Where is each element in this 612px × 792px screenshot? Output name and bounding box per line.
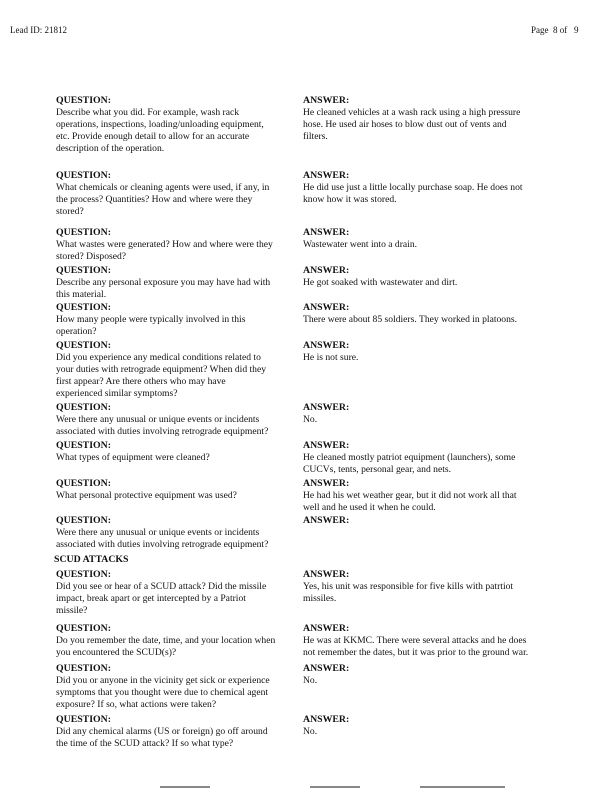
answer-block xyxy=(303,440,515,476)
answer-block xyxy=(303,302,517,326)
question-label: QUESTION: xyxy=(56,340,111,351)
answer-label: ANSWER: xyxy=(303,478,350,489)
answer-text: He had his wet weather gear, but it did not work all that xyxy=(303,490,517,501)
answer-text: He cleaned vehicles at a wash rack using a high pressure xyxy=(303,107,521,118)
answer-block xyxy=(303,478,517,514)
question-text: experienced similar symptoms? xyxy=(56,388,178,399)
question-block xyxy=(56,714,268,750)
question-text: your duties with retrograde equipment? When did they xyxy=(56,364,267,375)
answer-label: ANSWER: xyxy=(303,515,350,526)
answer-label: ANSWER: xyxy=(303,663,350,674)
answer-block xyxy=(303,623,528,659)
answer-text: He got soaked with wastewater and dirt. xyxy=(303,277,458,288)
question-block xyxy=(56,478,237,502)
question-block xyxy=(56,170,269,218)
answer-label: ANSWER: xyxy=(303,440,350,451)
question-text: Were there any unusual or unique events or incidents xyxy=(56,414,260,425)
answer-text: Wastewater went into a drain. xyxy=(303,239,418,250)
question-text: operation? xyxy=(56,326,97,337)
answer-text: No. xyxy=(303,414,318,425)
question-text: operations, inspections, loading/unloading equipment, xyxy=(56,119,264,130)
question-text: stored? xyxy=(56,206,84,217)
question-text: What chemicals or cleaning agents were used, if any, in xyxy=(56,182,270,193)
question-text: How many people were typically involved in this xyxy=(56,314,246,325)
answer-block xyxy=(303,170,523,206)
question-text: exposure? If so, what actions were taken? xyxy=(56,699,217,710)
answer-label: ANSWER: xyxy=(303,265,350,276)
answer-label: ANSWER: xyxy=(303,227,350,238)
question-text: Did you see or hear of a SCUD attack? Did the missile xyxy=(56,581,267,592)
question-label: QUESTION: xyxy=(56,663,111,674)
answer-block xyxy=(303,340,358,364)
question-text: Did you or anyone in the vicinity get sick or experience xyxy=(56,675,270,686)
question-text: the time of the SCUD attack? If so what type? xyxy=(56,738,234,749)
answer-block xyxy=(303,663,349,687)
question-block xyxy=(56,302,245,338)
question-text: the process? Quantities? How and where were they xyxy=(56,194,253,205)
question-label: QUESTION: xyxy=(56,714,111,725)
question-text: this material. xyxy=(56,289,107,300)
question-text: description of the operation. xyxy=(56,143,165,154)
answer-block xyxy=(303,402,349,426)
answer-text: He was at KKMC. There were several attacks and he does xyxy=(303,635,527,646)
answer-text: know how it was stored. xyxy=(303,194,397,205)
answer-text: No. xyxy=(303,675,318,686)
question-text: impact, break apart or get intercepted by a Patriot xyxy=(56,593,246,604)
question-label: QUESTION: xyxy=(56,265,111,276)
question-text: missile? xyxy=(56,605,88,616)
question-text: What wastes were generated? How and where were they xyxy=(56,239,273,250)
question-block xyxy=(56,227,273,263)
answer-text: No. xyxy=(303,726,318,737)
question-block xyxy=(56,95,264,155)
answer-label: ANSWER: xyxy=(303,714,350,725)
answer-text: He is not sure. xyxy=(303,352,359,363)
lead-id: Lead ID: 21812 xyxy=(10,25,67,35)
question-label: QUESTION: xyxy=(56,478,111,489)
question-text: Were there any unusual or unique events or incidents xyxy=(56,527,260,538)
question-block xyxy=(56,265,270,301)
answer-block xyxy=(303,227,417,251)
answer-text: CUCVs, tents, personal gear, and nets. xyxy=(303,464,452,475)
answer-text: He did use just a little locally purchase soap. He does not xyxy=(303,182,523,193)
question-text: What personal protective equipment was used? xyxy=(56,490,237,501)
question-text: What types of equipment were cleaned? xyxy=(56,452,210,463)
question-block xyxy=(56,340,266,400)
question-label: QUESTION: xyxy=(56,440,111,451)
section-heading-scud-attacks: SCUD ATTACKS xyxy=(54,554,129,565)
footer-mark xyxy=(160,786,210,788)
answer-text: hose. He used air hoses to blow dust out of vents and xyxy=(303,119,507,130)
question-block xyxy=(56,402,268,438)
answer-text: filters. xyxy=(303,131,328,142)
question-block xyxy=(56,663,270,711)
question-label: QUESTION: xyxy=(56,302,111,313)
question-block xyxy=(56,623,275,659)
question-label: QUESTION: xyxy=(56,95,111,106)
question-text: you encountered the SCUD(s)? xyxy=(56,647,177,658)
question-text: stored? Disposed? xyxy=(56,251,127,262)
question-block xyxy=(56,440,210,464)
answer-block xyxy=(303,95,520,143)
answer-block xyxy=(303,265,457,289)
question-label: QUESTION: xyxy=(56,402,111,413)
answer-text: missiles. xyxy=(303,593,337,604)
answer-text: well and he used it when he could. xyxy=(303,502,436,513)
answer-text: There were about 85 soldiers. They worked in platoons. xyxy=(303,314,518,325)
question-text: etc. Provide enough detail to allow for an accurate xyxy=(56,131,250,142)
question-label: QUESTION: xyxy=(56,227,111,238)
question-label: QUESTION: xyxy=(56,515,111,526)
question-text: symptoms that you thought were due to chemical agent xyxy=(56,687,269,698)
question-label: QUESTION: xyxy=(56,623,111,634)
answer-label: ANSWER: xyxy=(303,340,350,351)
answer-block xyxy=(303,569,513,605)
question-text: associated with duties involving retrograde equipment? xyxy=(56,426,269,437)
page-number: Page 8 of 9 xyxy=(531,25,579,35)
answer-label: ANSWER: xyxy=(303,170,350,181)
question-text: associated with duties involving retrograde equipment? xyxy=(56,539,269,550)
question-text: Describe what you did. For example, wash rack xyxy=(56,107,240,118)
answer-label: ANSWER: xyxy=(303,302,350,313)
question-block xyxy=(56,515,268,551)
answer-text: Yes, his unit was responsible for five kills with patrtiot xyxy=(303,581,514,592)
question-text: Do you remember the date, time, and your location when xyxy=(56,635,276,646)
question-text: Did any chemical alarms (US or foreign) go off around xyxy=(56,726,268,737)
answer-label: ANSWER: xyxy=(303,623,350,634)
footer-mark xyxy=(420,786,505,788)
question-text: Did you experience any medical conditions related to xyxy=(56,352,261,363)
footer-mark xyxy=(310,786,360,788)
question-text: first appear? Are there others who may have xyxy=(56,376,226,387)
question-text: Describe any personal exposure you may have had with xyxy=(56,277,271,288)
answer-label: ANSWER: xyxy=(303,402,350,413)
question-label: QUESTION: xyxy=(56,170,111,181)
answer-block xyxy=(303,714,349,738)
answer-text: not remember the dates, but it was prior to the ground war. xyxy=(303,647,529,658)
question-label: QUESTION: xyxy=(56,569,111,580)
answer-label: ANSWER: xyxy=(303,95,350,106)
question-block xyxy=(56,569,266,617)
answer-block xyxy=(303,515,349,527)
answer-text: He cleaned mostly patriot equipment (launchers), some xyxy=(303,452,516,463)
answer-label: ANSWER: xyxy=(303,569,350,580)
